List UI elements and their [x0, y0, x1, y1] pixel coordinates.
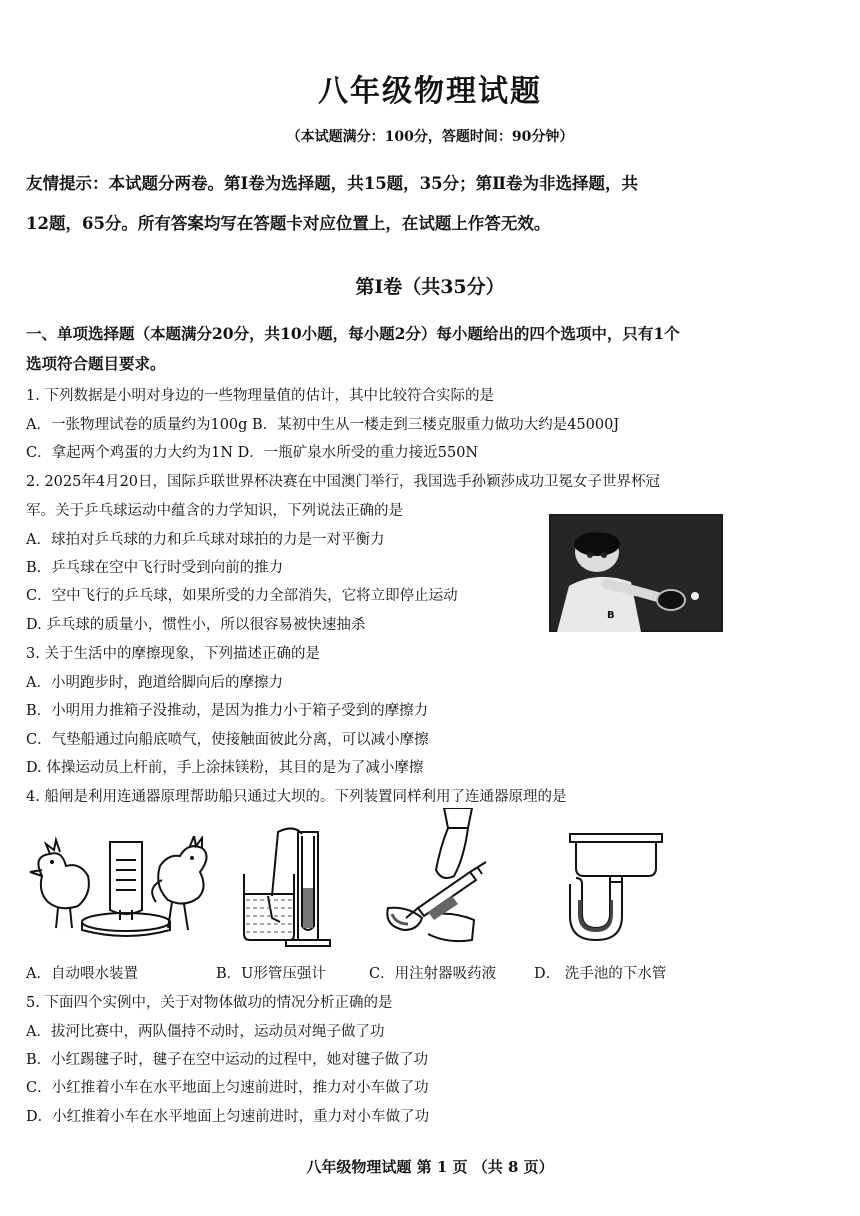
u-tube-manometer-figure [238, 822, 350, 952]
syringe-figure [378, 808, 500, 952]
q4-caption-a: A．自动喂水装置 [26, 966, 138, 982]
q2-stem-line-2: 军。关于乒乓球运动中蕴含的力学知识，下列说法正确的是 [26, 503, 403, 519]
q4-caption-c: C．用注射器吸药液 [369, 966, 497, 982]
q2-option-d: D. 乒乓球的质量小，惯性小，所以很容易被快速抽杀 [26, 617, 366, 633]
page-title: 八年级物理试题 [318, 74, 542, 109]
q3-option-b: B．小明用力推箱子没推动，是因为推力小于箱子受到的摩擦力 [26, 703, 429, 719]
q3-option-c: C．气垫船通过向船底喷气，使接触面彼此分离，可以减小摩擦 [26, 732, 429, 748]
part1-heading-line-1: 一、单项选择题（本题满分20分，共10小题，每小题2分）每小题给出的四个选项中，只有1个 [26, 324, 680, 343]
q4-caption-b: B．U形管压强计 [216, 966, 326, 982]
tips-line-2: 12题，65分。所有答案均写在答题卡对应位置上，在试题上作答无效。 [26, 214, 551, 233]
q1-stem: 1. 下列数据是小明对身边的一些物理量值的估计，其中比较符合实际的是 [26, 388, 494, 404]
exam-info: （本试题满分：100分，答题时间：90分钟） [286, 129, 574, 145]
q2-option-a: A．球拍对乒乓球的力和乒乓球对球拍的力是一对平衡力 [26, 532, 385, 548]
q4-stem: 4. 船闸是利用连通器原理帮助船只通过大坝的。下列装置同样利用了连通器原理的是 [26, 789, 567, 805]
part1-heading-line-2: 选项符合题目要求。 [26, 354, 166, 373]
q5-stem: 5. 下面四个实例中，关于对物体做功的情况分析正确的是 [26, 995, 393, 1011]
section-title: 第Ⅰ卷（共35分） [355, 276, 505, 298]
q5-option-a: A．拔河比赛中，两队僵持不动时，运动员对绳子做了功 [26, 1024, 385, 1040]
page-footer: 八年级物理试题 第 1 页 （共 8 页） [306, 1158, 554, 1176]
q5-option-d: D．小红推着小车在水平地面上匀速前进时，重力对小车做了功 [26, 1109, 430, 1125]
sink-drain-pipe-figure [568, 830, 664, 942]
automatic-water-feeder-figure [22, 836, 220, 948]
q2-stem-line-1: 2. 2025年4月20日，国际乒联世界杯决赛在中国澳门举行，我国选手孙颖莎成功卫冕女子世界杯冠 [26, 474, 661, 490]
svg-text:B: B [607, 610, 615, 621]
q3-stem: 3. 关于生活中的摩擦现象，下列描述正确的是 [26, 646, 320, 662]
q4-caption-d: D． 洗手池的下水管 [534, 966, 667, 982]
q3-option-a: A．小明跑步时，跑道给脚向后的摩擦力 [26, 675, 283, 691]
q2-option-c: C．空中飞行的乒乓球，如果所受的力全部消失，它将立即停止运动 [26, 588, 458, 604]
q1-options-ab: A．一张物理试卷的质量约为100g B．某初中生从一楼走到三楼克服重力做功大约是45000J [26, 417, 620, 433]
q5-option-b: B．小红踢毽子时，毽子在空中运动的过程中，她对毽子做了功 [26, 1052, 429, 1068]
q5-option-c: C．小红推着小车在水平地面上匀速前进时，推力对小车做了功 [26, 1080, 429, 1096]
q2-option-b: B．乒乓球在空中飞行时受到向前的推力 [26, 560, 284, 576]
q1-options-cd: C．拿起两个鸡蛋的力大约为1N D．一瓶矿泉水所受的重力接近550N [26, 445, 479, 461]
q3-option-d: D. 体操运动员上杆前，手上涂抹镁粉，其目的是为了减小摩擦 [26, 760, 424, 776]
table-tennis-photo [549, 514, 723, 632]
tips-line-1: 友情提示：本试题分两卷。第Ⅰ卷为选择题，共15题，35分；第Ⅱ卷为非选择题，共 [26, 174, 639, 193]
